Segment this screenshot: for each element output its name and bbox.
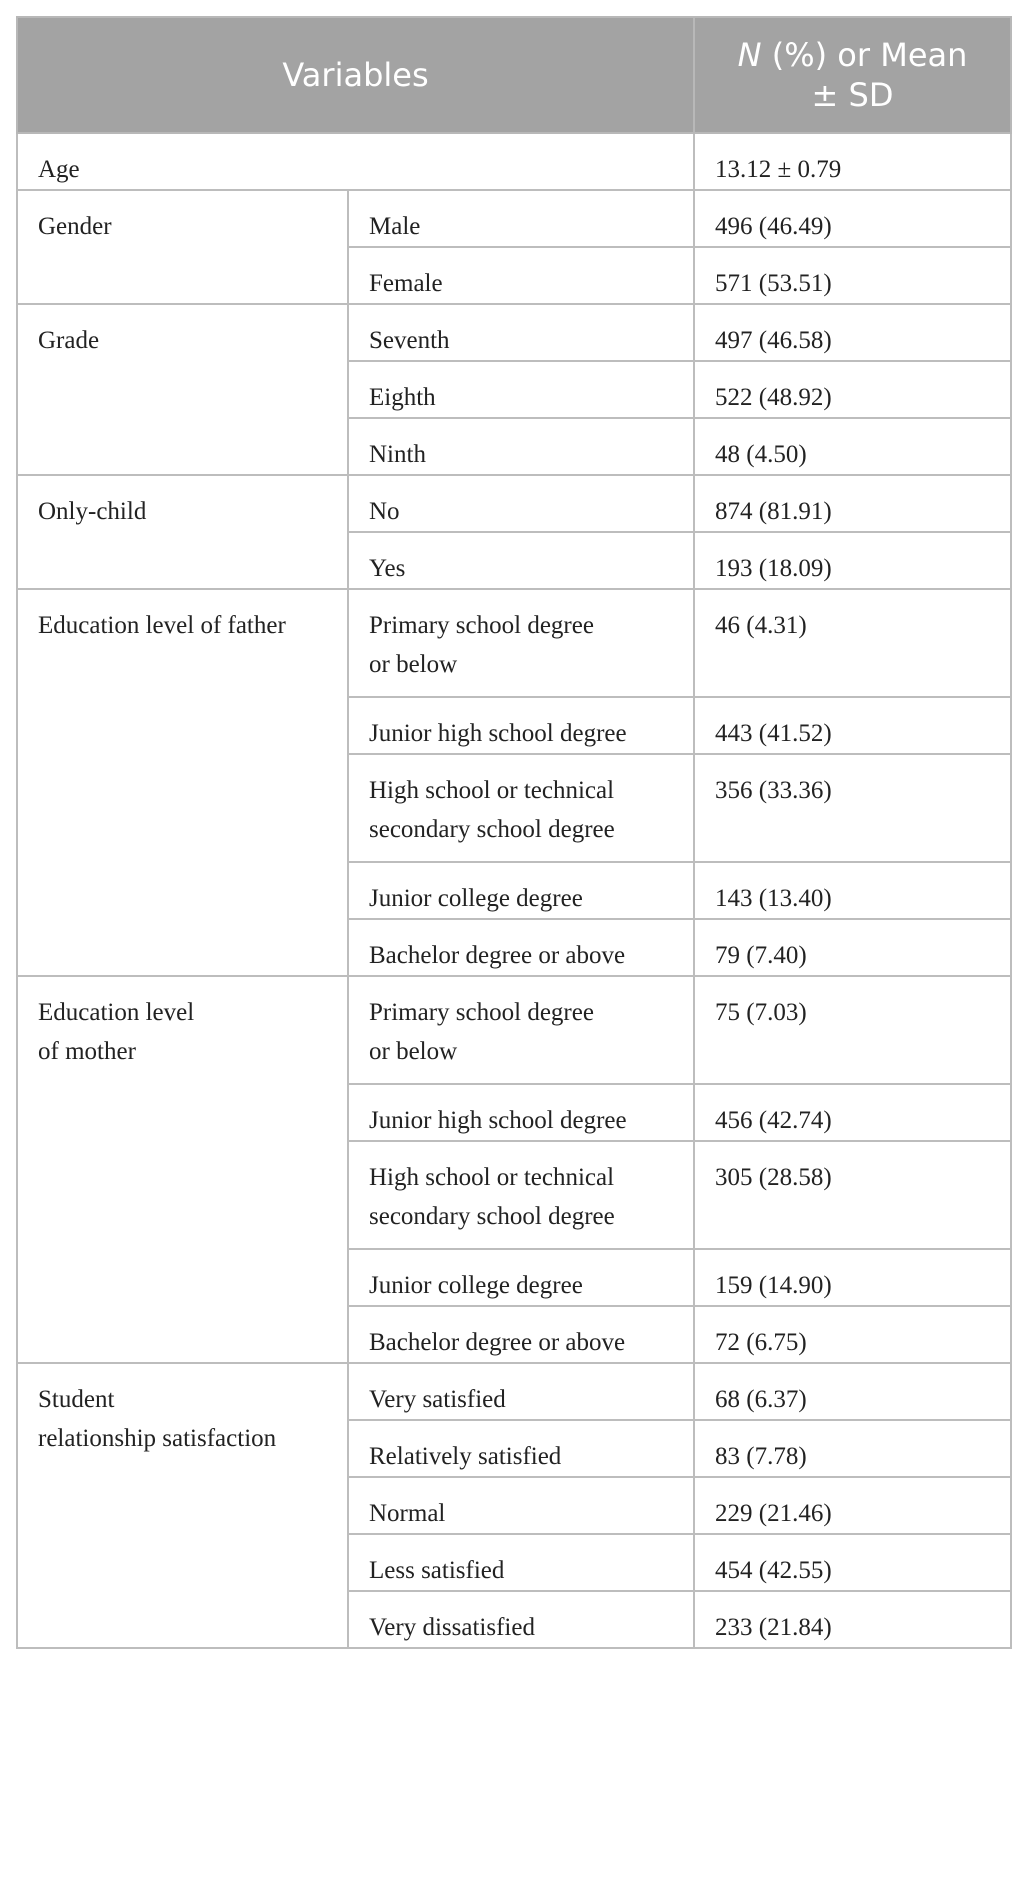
- table-row: [17, 190, 1011, 247]
- variable-label: Education level of mother: [17, 976, 348, 1363]
- statistic-value: 193 (18.09): [694, 532, 1011, 589]
- statistic-value: 68 (6.37): [694, 1363, 1011, 1420]
- category-label: Bachelor degree or above: [348, 919, 694, 976]
- category-label: Very satisfied: [348, 1363, 694, 1420]
- header-row: [17, 17, 1011, 133]
- statistic-value: 143 (13.40): [694, 862, 1011, 919]
- statistic-value: 497 (46.58): [694, 304, 1011, 361]
- category-label: Relatively satisfied: [348, 1420, 694, 1477]
- category-label: Very dissatisfied: [348, 1591, 694, 1648]
- category-label: Seventh: [348, 304, 694, 361]
- table-row: [17, 976, 1011, 1084]
- statistic-value: 229 (21.46): [694, 1477, 1011, 1534]
- variable-label: Student relationship satisfaction: [17, 1363, 348, 1648]
- statistic-value: 443 (41.52): [694, 697, 1011, 754]
- age-label: Age: [17, 133, 694, 190]
- category-label: Bachelor degree or above: [348, 1306, 694, 1363]
- category-label: No: [348, 475, 694, 532]
- statistic-value: 454 (42.55): [694, 1534, 1011, 1591]
- category-label: Primary school degree or below: [348, 976, 694, 1084]
- statistic-value: 75 (7.03): [694, 976, 1011, 1084]
- statistic-value: 571 (53.51): [694, 247, 1011, 304]
- statistic-value: 159 (14.90): [694, 1249, 1011, 1306]
- category-label: Primary school degree or below: [348, 589, 694, 697]
- statistic-value: 48 (4.50): [694, 418, 1011, 475]
- category-label: Ninth: [348, 418, 694, 475]
- table-row: [17, 589, 1011, 697]
- category-label: Female: [348, 247, 694, 304]
- statistic-value: 356 (33.36): [694, 754, 1011, 862]
- variable-label: Grade: [17, 304, 348, 475]
- category-label: Junior high school degree: [348, 697, 694, 754]
- demographics-table: [16, 16, 1012, 1649]
- header-variables: Variables: [17, 17, 694, 133]
- category-label: Normal: [348, 1477, 694, 1534]
- category-label: Male: [348, 190, 694, 247]
- table-row: [17, 475, 1011, 532]
- statistic-value: 496 (46.49): [694, 190, 1011, 247]
- table-row: [17, 304, 1011, 361]
- age-value: 13.12 ± 0.79: [694, 133, 1011, 190]
- variable-label: Gender: [17, 190, 348, 304]
- category-label: Yes: [348, 532, 694, 589]
- category-label: Junior college degree: [348, 862, 694, 919]
- statistic-value: 456 (42.74): [694, 1084, 1011, 1141]
- statistic-value: 874 (81.91): [694, 475, 1011, 532]
- statistic-value: 83 (7.78): [694, 1420, 1011, 1477]
- statistic-value: 522 (48.92): [694, 361, 1011, 418]
- category-label: Eighth: [348, 361, 694, 418]
- statistic-value: 305 (28.58): [694, 1141, 1011, 1249]
- category-label: High school or technical secondary school degree: [348, 754, 694, 862]
- category-label: Less satisfied: [348, 1534, 694, 1591]
- category-label: Junior high school degree: [348, 1084, 694, 1141]
- category-label: Junior college degree: [348, 1249, 694, 1306]
- variable-label: Only-child: [17, 475, 348, 589]
- statistic-value: 233 (21.84): [694, 1591, 1011, 1648]
- table-row: [17, 1363, 1011, 1420]
- statistic-value: 72 (6.75): [694, 1306, 1011, 1363]
- category-label: High school or technical secondary school degree: [348, 1141, 694, 1249]
- header-statistic: [694, 17, 1011, 133]
- header-statistic-rest: (%) or Mean ± SD: [771, 36, 968, 114]
- statistic-value: 46 (4.31): [694, 589, 1011, 697]
- variable-label: Education level of father: [17, 589, 348, 976]
- statistic-value: 79 (7.40): [694, 919, 1011, 976]
- header-statistic-n: N: [737, 36, 762, 74]
- table-row-age: [17, 133, 1011, 190]
